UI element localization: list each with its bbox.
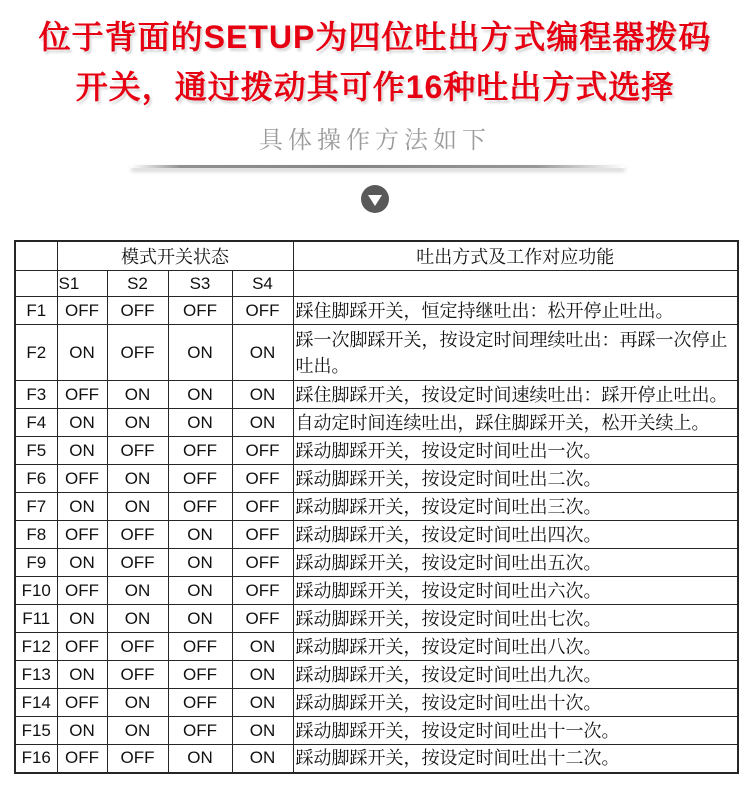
- switch-state-cell: OFF: [57, 745, 107, 773]
- switch-state-cell: ON: [107, 493, 168, 521]
- mode-id-cell: F2: [15, 325, 57, 381]
- switch-state-cell: OFF: [232, 465, 293, 493]
- switch-state-cell: ON: [232, 381, 293, 409]
- mode-id-cell: F16: [15, 745, 57, 773]
- function-description-cell: 踩动脚踩开关，按设定时间吐出十次。: [293, 689, 738, 717]
- function-description-cell: 踩动脚踩开关，按设定时间吐出七次。: [293, 605, 738, 633]
- switch-state-cell: OFF: [107, 661, 168, 689]
- switch-state-cell: ON: [57, 493, 107, 521]
- corner-empty-cell-2: [15, 271, 57, 297]
- switch-state-cell: ON: [168, 409, 232, 437]
- switch-state-cell: OFF: [232, 549, 293, 577]
- function-description-cell: 踩动脚踩开关，按设定时间吐出二次。: [293, 465, 738, 493]
- mode-id-cell: F13: [15, 661, 57, 689]
- switch-state-cell: ON: [57, 549, 107, 577]
- table-row: [15, 493, 738, 521]
- function-description-cell: 踩动脚踩开关，按设定时间吐出九次。: [293, 661, 738, 689]
- mode-id-cell: F5: [15, 437, 57, 465]
- mode-id-cell: F12: [15, 633, 57, 661]
- table-row: [15, 605, 738, 633]
- switch-state-cell: ON: [232, 661, 293, 689]
- switch-state-cell: OFF: [57, 633, 107, 661]
- switch-state-cell: ON: [168, 521, 232, 549]
- switch-state-cell: ON: [107, 409, 168, 437]
- switch-state-cell: ON: [57, 325, 107, 381]
- switch-state-cell: OFF: [107, 297, 168, 325]
- switch-state-cell: OFF: [232, 577, 293, 605]
- switch-state-cell: ON: [107, 689, 168, 717]
- table-row: [15, 549, 738, 577]
- table-row: [15, 745, 738, 773]
- page-title-line2: 开关，通过拨动其可作16种吐出方式选择: [75, 69, 675, 105]
- switch-state-cell: OFF: [107, 521, 168, 549]
- switch-state-cell: ON: [168, 745, 232, 773]
- switch-state-cell: OFF: [168, 661, 232, 689]
- switch-state-cell: ON: [107, 577, 168, 605]
- table-row: [15, 521, 738, 549]
- function-description-cell: 踩动脚踩开关，按设定时间吐出三次。: [293, 493, 738, 521]
- function-description-cell: 踩动脚踩开关，按设定时间吐出六次。: [293, 577, 738, 605]
- switch-state-cell: ON: [168, 381, 232, 409]
- switch-state-cell: OFF: [168, 633, 232, 661]
- switch-state-cell: OFF: [232, 297, 293, 325]
- mode-id-cell: F10: [15, 577, 57, 605]
- switch-state-cell: OFF: [107, 745, 168, 773]
- mode-id-cell: F6: [15, 465, 57, 493]
- mode-id-cell: F14: [15, 689, 57, 717]
- switch-state-cell: OFF: [232, 605, 293, 633]
- divider-line: [131, 165, 625, 168]
- function-description-cell: 踩住脚踩开关，恒定持继吐出：松开停止吐出。: [293, 297, 738, 325]
- switch-state-cell: OFF: [57, 521, 107, 549]
- mode-id-cell: F9: [15, 549, 57, 577]
- mode-id-cell: F3: [15, 381, 57, 409]
- function-description-cell: 踩动脚踩开关，按设定时间吐出四次。: [293, 521, 738, 549]
- table-header-row-1: [15, 241, 738, 271]
- switch-state-cell: ON: [57, 409, 107, 437]
- switch-state-cell: OFF: [57, 297, 107, 325]
- switch-state-cell: OFF: [232, 521, 293, 549]
- mode-id-cell: F4: [15, 409, 57, 437]
- mode-id-cell: F8: [15, 521, 57, 549]
- switch-state-cell: OFF: [57, 577, 107, 605]
- switch-state-cell: ON: [232, 325, 293, 381]
- function-description-cell: 踩动脚踩开关，按设定时间吐出五次。: [293, 549, 738, 577]
- page-title: [0, 0, 750, 112]
- switch-state-cell: OFF: [168, 437, 232, 465]
- function-column-header: 吐出方式及工作对应功能: [293, 241, 738, 271]
- switch-state-cell: ON: [232, 689, 293, 717]
- scroll-down-button[interactable]: [361, 185, 389, 213]
- mode-id-cell: F11: [15, 605, 57, 633]
- switch-state-cell: OFF: [107, 325, 168, 381]
- switch-state-cell: ON: [168, 549, 232, 577]
- switch-state-cell: ON: [168, 577, 232, 605]
- chevron-down-icon: [368, 195, 382, 206]
- switch-state-cell: ON: [107, 605, 168, 633]
- function-description-cell: 踩动脚踩开关，按设定时间吐出八次。: [293, 633, 738, 661]
- table-row: [15, 717, 738, 745]
- switch-state-cell: OFF: [107, 633, 168, 661]
- switch-col-header-s1: S1: [57, 271, 107, 297]
- switch-state-cell: ON: [107, 381, 168, 409]
- table-header-row-2: [15, 271, 738, 297]
- switch-state-cell: OFF: [168, 717, 232, 745]
- table-row: [15, 409, 738, 437]
- switch-state-cell: OFF: [232, 437, 293, 465]
- switch-state-cell: ON: [57, 437, 107, 465]
- switch-state-cell: ON: [57, 717, 107, 745]
- switch-state-cell: OFF: [168, 689, 232, 717]
- mode-id-cell: F7: [15, 493, 57, 521]
- table-row: [15, 633, 738, 661]
- switch-state-cell: ON: [232, 717, 293, 745]
- switch-state-cell: ON: [57, 605, 107, 633]
- table-row: [15, 465, 738, 493]
- mode-id-cell: F1: [15, 297, 57, 325]
- dip-table-body: [15, 297, 738, 773]
- function-description-cell: 踩动脚踩开关，按设定时间吐出十二次。: [293, 745, 738, 773]
- switch-state-cell: ON: [232, 409, 293, 437]
- function-subheader-empty-cell: [293, 271, 738, 297]
- function-description-cell: 踩一次脚踩开关，按设定时间理续吐出：再踩一次停止吐出。: [293, 325, 738, 381]
- mode-id-cell: F15: [15, 717, 57, 745]
- table-row: [15, 297, 738, 325]
- switch-state-cell: OFF: [168, 297, 232, 325]
- page-title-line1: 位于背面的SETUP为四位吐出方式编程器拨码: [38, 19, 712, 55]
- table-row: [15, 381, 738, 409]
- switch-state-cell: ON: [107, 717, 168, 745]
- switch-state-cell: ON: [168, 325, 232, 381]
- switch-state-cell: OFF: [57, 465, 107, 493]
- table-row: [15, 689, 738, 717]
- switch-state-cell: OFF: [232, 493, 293, 521]
- function-description-cell: 踩动脚踩开关，按设定时间吐出十一次。: [293, 717, 738, 745]
- switch-state-cell: ON: [107, 465, 168, 493]
- switch-col-header-s4: S4: [232, 271, 293, 297]
- switch-col-header-s3: S3: [168, 271, 232, 297]
- page-subtitle: 具体操作方法如下: [259, 127, 491, 154]
- switch-state-cell: OFF: [57, 689, 107, 717]
- switch-state-cell: OFF: [57, 381, 107, 409]
- table-row: [15, 577, 738, 605]
- switch-state-cell: OFF: [168, 493, 232, 521]
- dip-switch-mode-table: [14, 240, 739, 774]
- table-row: [15, 661, 738, 689]
- function-description-cell: 踩住脚踩开关，按设定时间速续吐出：踩开停止吐出。: [293, 381, 738, 409]
- switch-state-cell: ON: [168, 605, 232, 633]
- switch-state-cell: ON: [232, 745, 293, 773]
- switch-state-cell: OFF: [107, 437, 168, 465]
- section-divider: [0, 165, 750, 213]
- switch-state-cell: OFF: [168, 465, 232, 493]
- table-row: [15, 437, 738, 465]
- function-description-cell: 自动定时间连续吐出，踩住脚踩开关，松开关续上。: [293, 409, 738, 437]
- table-row: [15, 325, 738, 381]
- switch-state-cell: OFF: [107, 549, 168, 577]
- switch-col-header-s2: S2: [107, 271, 168, 297]
- corner-empty-cell: [15, 241, 57, 271]
- switch-state-cell: ON: [232, 633, 293, 661]
- switch-state-cell: ON: [57, 661, 107, 689]
- mode-switch-state-header: 模式开关状态: [57, 241, 293, 271]
- function-description-cell: 踩动脚踩开关，按设定时间吐出一次。: [293, 437, 738, 465]
